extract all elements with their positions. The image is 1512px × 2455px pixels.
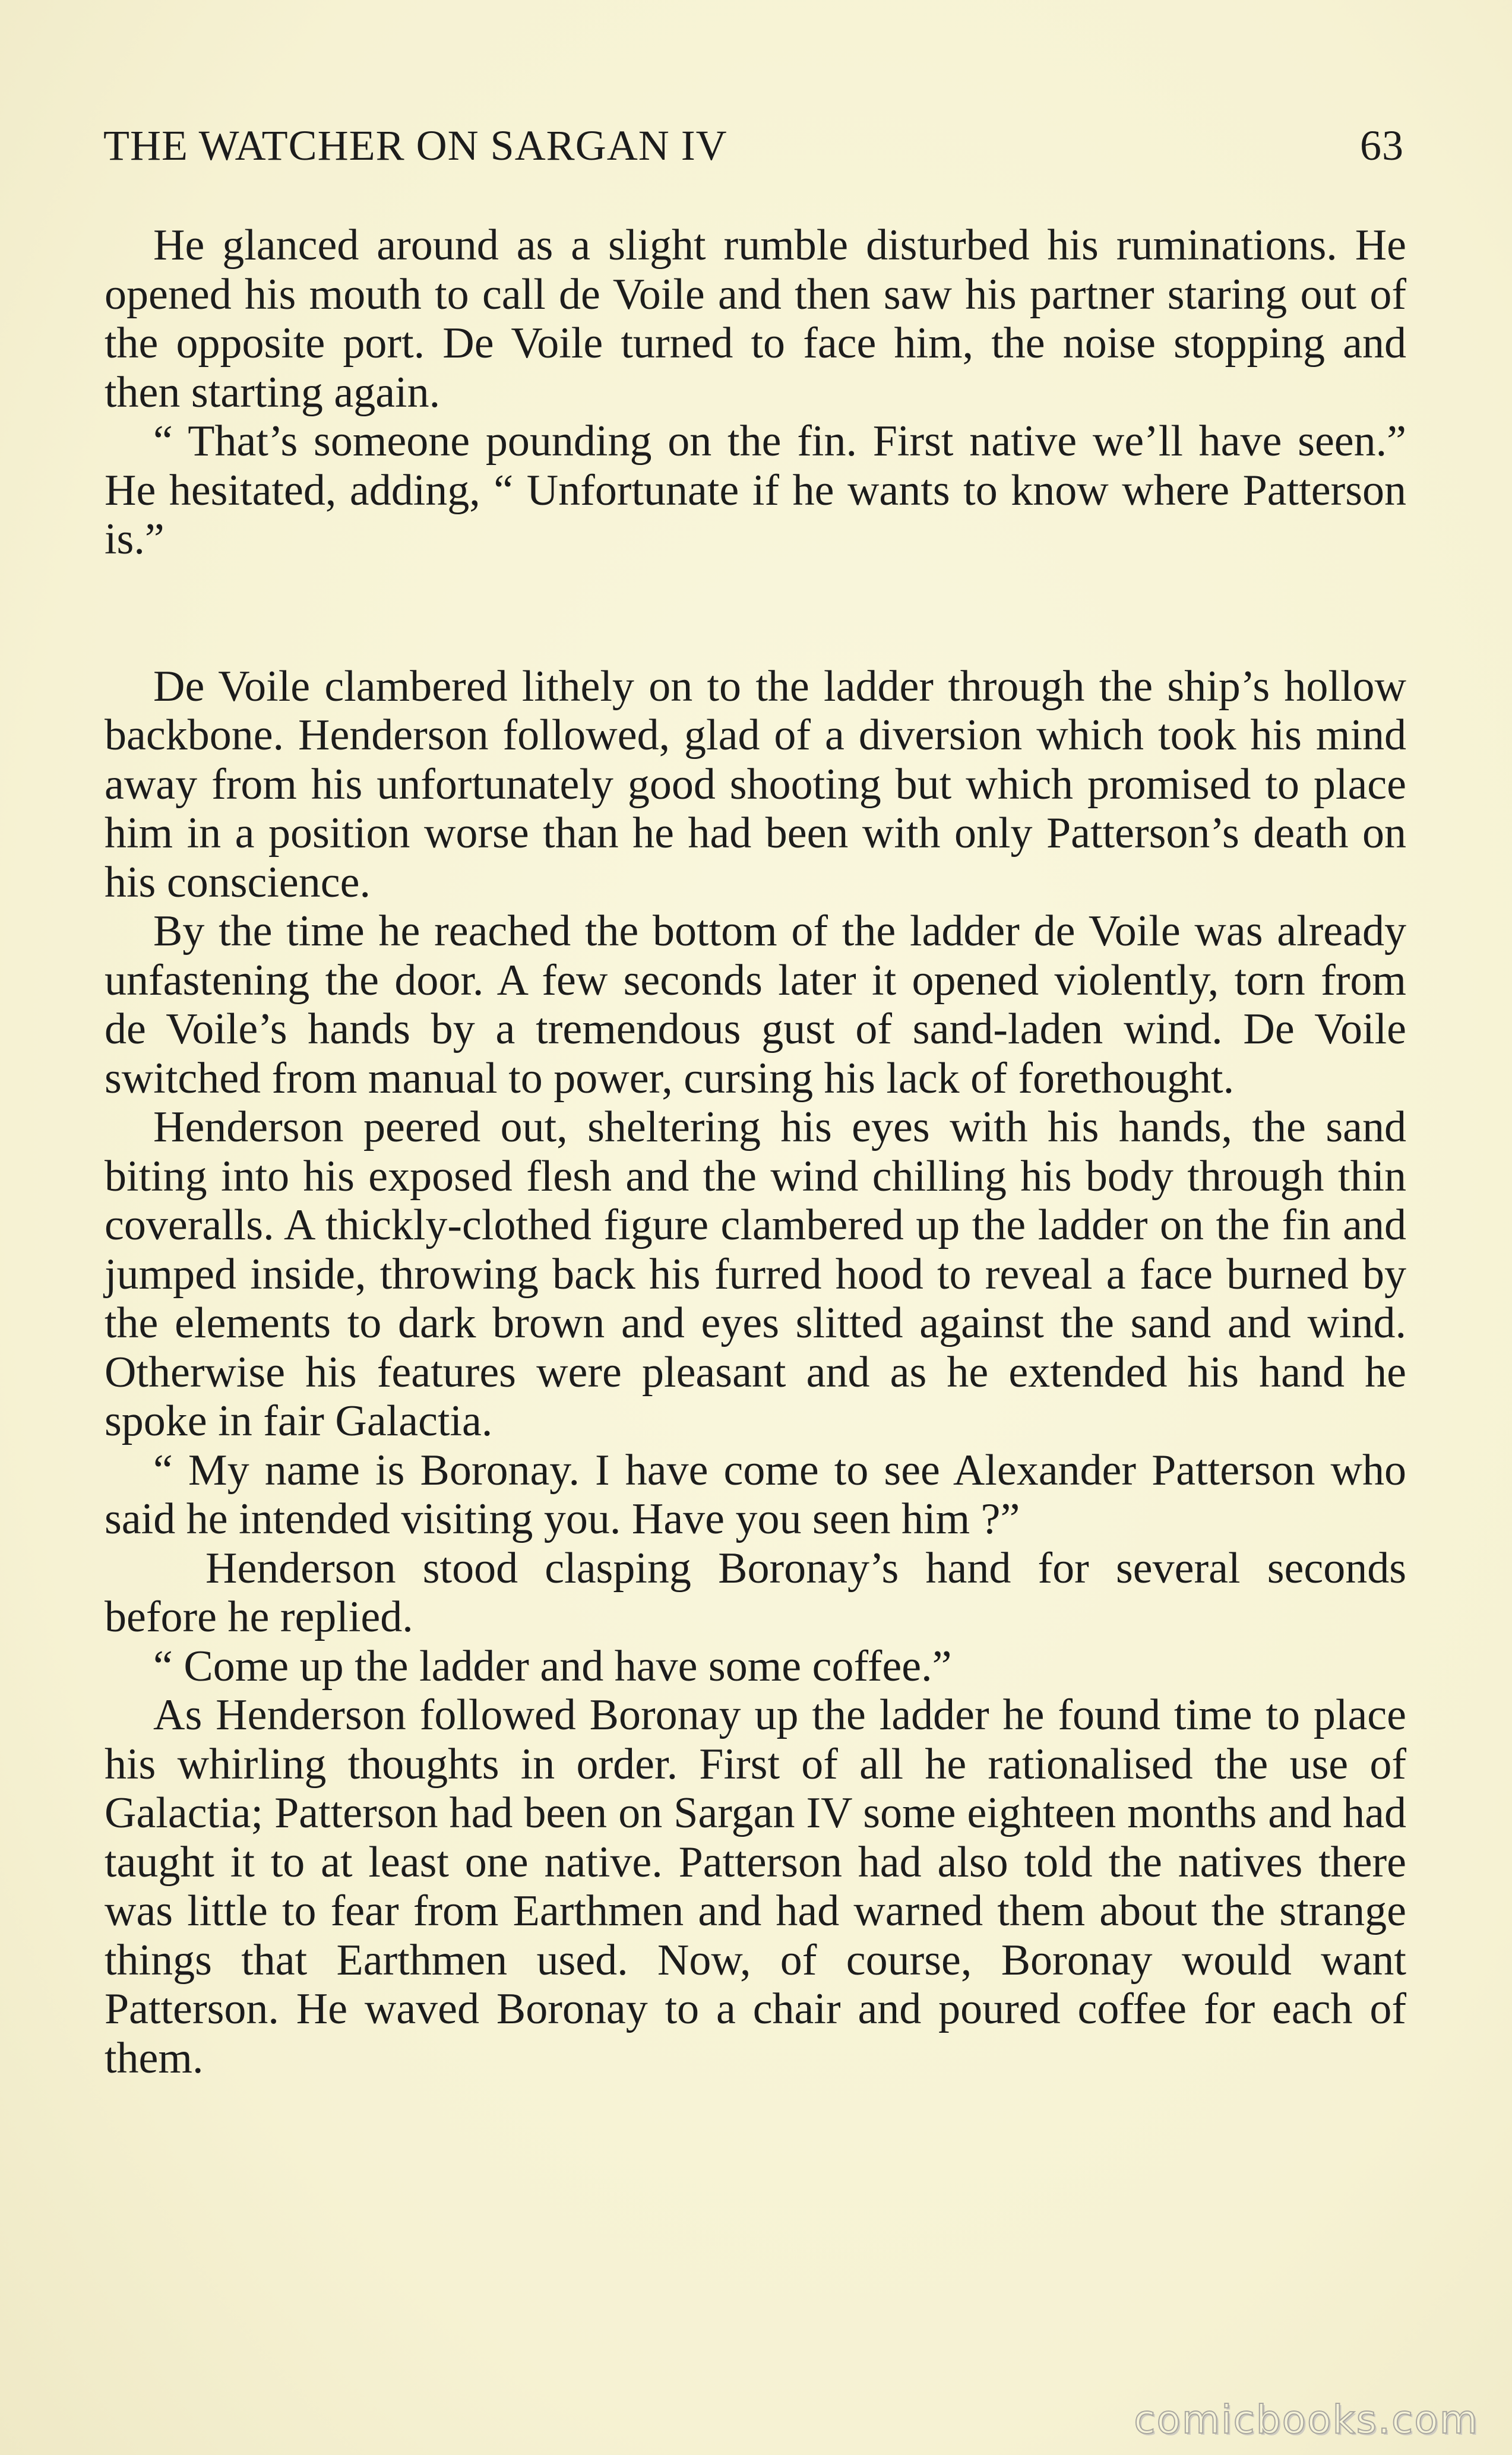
paragraph: “ That’s someone pounding on the fin. First native we’ll have seen.” He hesitated, adding, “ Unfortunate if he wants to know where Patterson is.” xyxy=(105,417,1406,564)
section-break xyxy=(105,564,1406,662)
paragraph: Henderson stood clasping Boronay’s hand for several seconds before he replied. xyxy=(105,1543,1406,1641)
paragraph: De Voile clambered lithely on to the ladder through the ship’s hollow backbone. Henderson followed, glad of a diversion which took his mind away from his unfortunately good shooting but which promised to place him in a position worse than he had been with only Patterson’s death on his conscience. xyxy=(105,662,1406,907)
paragraph: By the time he reached the bottom of the ladder de Voile was already unfastening the door. A few seconds later it opened violently, torn from de Voile’s hands by a tremendous gust of sand-laden wind. De Voile switched from manual to power, cursing his lack of forethought. xyxy=(105,907,1406,1103)
paragraph: Henderson peered out, sheltering his eyes with his hands, the sand biting into his exposed flesh and the wind chilling his body through thin coveralls. A thickly-clothed figure clambered up the ladder on the fin and jumped inside, throwing back his furred hood to reveal a face burned by the elements to dark brown and eyes slitted against the sand and wind. Otherwise his features were pleasant and as he extended his hand he spoke in fair Galactia. xyxy=(105,1103,1406,1445)
paragraph: He glanced around as a slight rumble disturbed his ruminations. He opened his mouth to call de Voile and then saw his partner staring out of the opposite port. De Voile turned to face him, the noise stopping and then starting again. xyxy=(105,221,1406,417)
body-text xyxy=(105,221,1406,2083)
paragraph: “ My name is Boronay. I have come to see Alexander Patterson who said he intended visiting you. Have you seen him ?” xyxy=(105,1445,1406,1543)
paragraph: As Henderson followed Boronay up the ladder he found time to place his whirling thoughts in order. First of all he rationalised the use of Galactia; Patterson had been on Sargan IV some eighteen months and had taught it to at least one native. Patterson had also told the natives there was little to fear from Earthmen and had warned them about the strange things that Earthmen used. Now, of course, Boronay would want Patterson. He waved Boronay to a chair and poured coffee for each of them. xyxy=(105,1691,1406,2083)
page-number: 63 xyxy=(1360,122,1404,169)
running-head xyxy=(103,122,1404,169)
running-title: THE WATCHER ON SARGAN IV xyxy=(103,122,727,169)
watermark: comicbooks.com xyxy=(1134,2397,1479,2443)
paragraph: “ Come up the ladder and have some coffee.” xyxy=(153,1641,952,1691)
